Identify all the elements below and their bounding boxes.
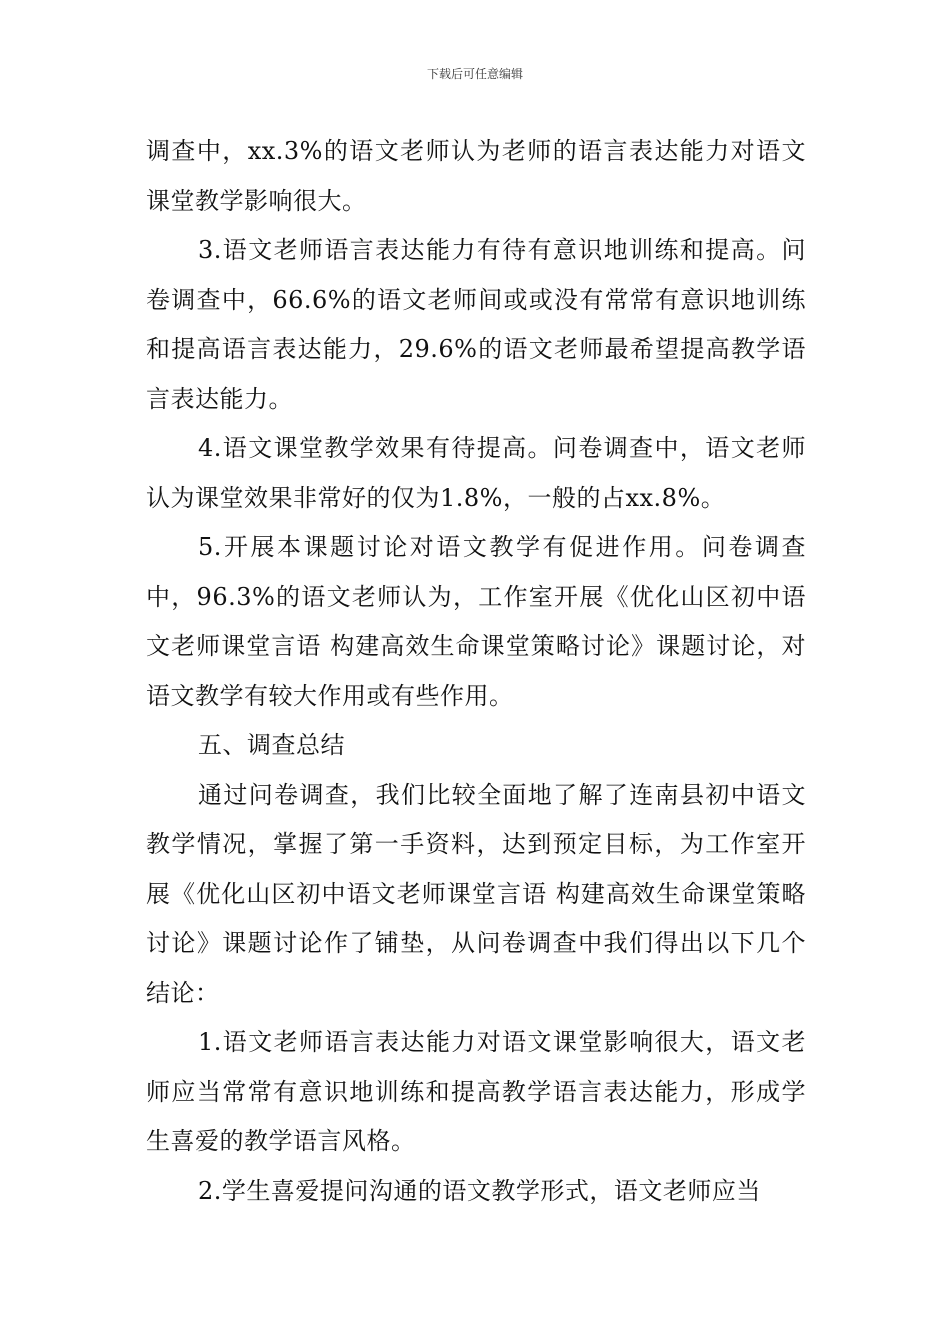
document-body (146, 127, 806, 1216)
page-header: 下载后可任意编辑 (426, 67, 523, 81)
paragraph-6: 1.语文老师语言表达能力对语文课堂影响很大，语文老师应当常常有意识地训练和提高教学语言表达能力，形成学生喜爱的教学语言风格。 (146, 1028, 806, 1155)
paragraph-4: 5.开展本课题讨论对语文教学有促进作用。问卷调查中，96.3%的语文老师认为，工作室开展《优化山区初中语文老师课堂言语 构建高效生命课堂策略讨论》课题讨论，对语文教学有较大作用或有些作用。 (146, 533, 806, 710)
paragraph-5: 通过问卷调查，我们比较全面地了解了连南县初中语文教学情况，掌握了第一手资料，达到预定目标，为工作室开展《优化山区初中语文老师课堂言语 构建高效生命课堂策略讨论》课题讨论作了铺垫，从问卷调查中我们得出以下几个结论： (146, 780, 806, 1007)
paragraph-7: 2.学生喜爱提问沟通的语文教学形式，语文老师应当 (198, 1176, 761, 1205)
paragraph-2: 3.语文老师语言表达能力有待有意识地训练和提高。问卷调查中，66.6%的语文老师间或或没有常常有意识地训练和提高语言表达能力，29.6%的语文老师最希望提高教学语言表达能力。 (146, 236, 806, 413)
paragraph-3: 4.语文课堂教学效果有待提高。问卷调查中，语文老师认为课堂效果非常好的仅为1.8%，一般的占xx.8%。 (146, 434, 806, 512)
section-heading: 五、调查总结 (198, 731, 345, 759)
paragraph-1: 调查中，xx.3%的语文老师认为老师的语言表达能力对语文课堂教学影响很大。 (146, 137, 806, 215)
